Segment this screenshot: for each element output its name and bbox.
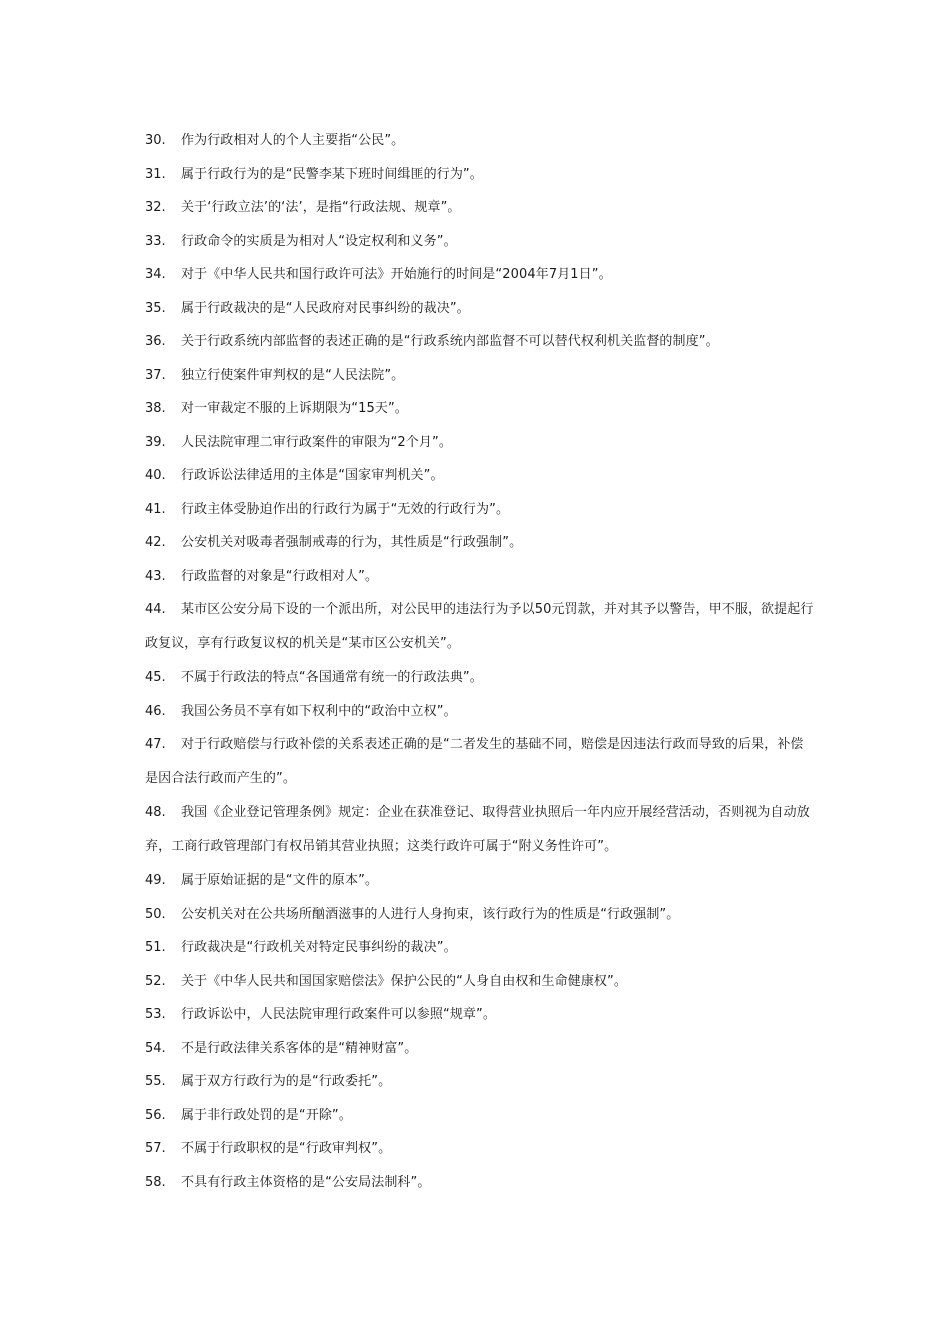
item-text: 不属于行政职权的是“行政审判权”。 — [181, 1141, 392, 1156]
list-item — [145, 325, 815, 359]
item-number: 55. — [145, 1074, 166, 1089]
item-number: 45. — [145, 670, 166, 685]
item-number: 39. — [145, 434, 166, 450]
item-number: 32. — [145, 200, 166, 215]
item-number: 56. — [145, 1107, 166, 1123]
list-item — [145, 258, 815, 292]
item-text: 属于非行政处罚的是“开除”。 — [181, 1107, 352, 1123]
item-text: 行政监督的对象是“行政相对人”。 — [181, 568, 379, 584]
item-text: 行政主体受胁迫作出的行政行为属于“无效的行政行为”。 — [181, 501, 510, 517]
list-item — [145, 526, 815, 560]
item-text: 我国《企业登记管理条例》规定：企业在获准登记、取得营业执照后一年内应开展经营活动，否则视为自动放弃，工商行政管理部门有权吊销其营业执照；这类行政许可属于“附义务性许可”。 — [145, 805, 810, 854]
item-number: 52. — [145, 973, 166, 989]
item-number: 44. — [145, 602, 166, 617]
list-item — [145, 124, 815, 158]
list-item — [145, 359, 815, 393]
item-number: 47. — [145, 737, 166, 752]
item-number: 43. — [145, 568, 166, 584]
list-item — [145, 661, 815, 695]
list-item — [145, 728, 815, 796]
list-item — [145, 1099, 815, 1133]
list-item — [145, 560, 815, 594]
item-text: 公安机关对在公共场所酗酒滋事的人进行人身拘束，该行政行为的性质是“行政强制”。 — [181, 906, 680, 922]
list-item — [145, 1132, 815, 1166]
item-number: 33. — [145, 233, 166, 249]
item-text: 不是行政法律关系客体的是“精神财富”。 — [181, 1040, 418, 1056]
item-text: 作为行政相对人的个人主要指“公民”。 — [181, 133, 405, 148]
list-item — [145, 225, 815, 259]
item-number: 50. — [145, 906, 166, 922]
item-number: 53. — [145, 1007, 166, 1022]
item-text: 行政诉讼中，人民法院审理行政案件可以参照“规章”。 — [181, 1007, 496, 1022]
item-text: 某市区公安分局下设的一个派出所，对公民甲的违法行为予以50元罚款，并对其予以警告，甲不服，欲提起行政复议，享有行政复议权的机关是“某市区公安机关”。 — [145, 602, 814, 651]
item-text: 我国公务员不享有如下权利中的“政治中立权”。 — [181, 703, 457, 719]
list-item — [145, 1065, 815, 1099]
item-number: 46. — [145, 703, 166, 719]
list-item — [145, 292, 815, 326]
item-text: 行政命令的实质是为相对人“设定权利和义务”。 — [181, 233, 457, 249]
item-number: 38. — [145, 401, 166, 416]
item-text: 关于《中华人民共和国国家赔偿法》保护公民的“人身自由权和生命健康权”。 — [181, 973, 627, 989]
item-number: 37. — [145, 367, 166, 383]
item-text: 独立行使案件审判权的是“人民法院”。 — [181, 367, 405, 383]
list-item — [145, 695, 815, 729]
item-number: 41. — [145, 501, 166, 517]
document-content — [145, 124, 815, 1199]
item-text: 对一审裁定不服的上诉期限为“15天”。 — [181, 401, 408, 416]
item-text: 行政诉讼法律适用的主体是“国家审判机关”。 — [181, 468, 444, 483]
list-item — [145, 931, 815, 965]
item-text: 关于行政系统内部监督的表述正确的是“行政系统内部监督不可以替代权利机关监督的制度”。 — [181, 334, 719, 349]
list-item — [145, 392, 815, 426]
item-text: 公安机关对吸毒者强制戒毒的行为，其性质是“行政强制”。 — [181, 535, 523, 550]
item-text: 属于行政裁决的是“人民政府对民事纠纷的裁决”。 — [181, 300, 470, 316]
list-item — [145, 493, 815, 527]
item-number: 58. — [145, 1174, 166, 1190]
item-number: 42. — [145, 535, 166, 550]
item-number: 40. — [145, 468, 166, 483]
item-number: 31. — [145, 166, 166, 182]
item-text: 对于行政赔偿与行政补偿的关系表述正确的是“二者发生的基础不同，赔偿是因违法行政而导致的后果，补偿是因合法行政而产生的”。 — [145, 737, 804, 786]
item-text: 不具有行政主体资格的是“公安局法制科”。 — [181, 1174, 431, 1190]
list-item — [145, 864, 815, 898]
list-item — [145, 998, 815, 1032]
list-item — [145, 898, 815, 932]
item-number: 57. — [145, 1141, 166, 1156]
list-item — [145, 593, 815, 661]
list-item — [145, 796, 815, 864]
item-number: 34. — [145, 267, 166, 282]
item-text: 人民法院审理二审行政案件的审限为“2个月”。 — [181, 434, 452, 450]
item-number: 49. — [145, 873, 166, 888]
item-text: 属于双方行政行为的是“行政委托”。 — [181, 1074, 392, 1089]
list-item — [145, 426, 815, 460]
item-number: 30. — [145, 133, 166, 148]
list-item — [145, 158, 815, 192]
list-item — [145, 1032, 815, 1066]
item-number: 36. — [145, 334, 166, 349]
item-text: 属于行政行为的是“民警李某下班时间缉匪的行为”。 — [181, 166, 483, 182]
item-number: 35. — [145, 300, 166, 316]
item-text: 不属于行政法的特点“各国通常有统一的行政法典”。 — [181, 670, 483, 685]
item-text: 关于‘行政立法’的‘法’，是指“行政法规、规章”。 — [181, 200, 461, 215]
list-item — [145, 191, 815, 225]
item-number: 51. — [145, 940, 166, 955]
item-number: 54. — [145, 1040, 166, 1056]
item-number: 48. — [145, 805, 166, 820]
item-text: 属于原始证据的是“文件的原本”。 — [181, 873, 379, 888]
item-text: 行政裁决是“行政机关对特定民事纠纷的裁决”。 — [181, 940, 457, 955]
list-item — [145, 965, 815, 999]
list-item — [145, 1166, 815, 1200]
item-text: 对于《中华人民共和国行政许可法》开始施行的时间是“2004年7月1日”。 — [181, 267, 612, 282]
list-item — [145, 459, 815, 493]
